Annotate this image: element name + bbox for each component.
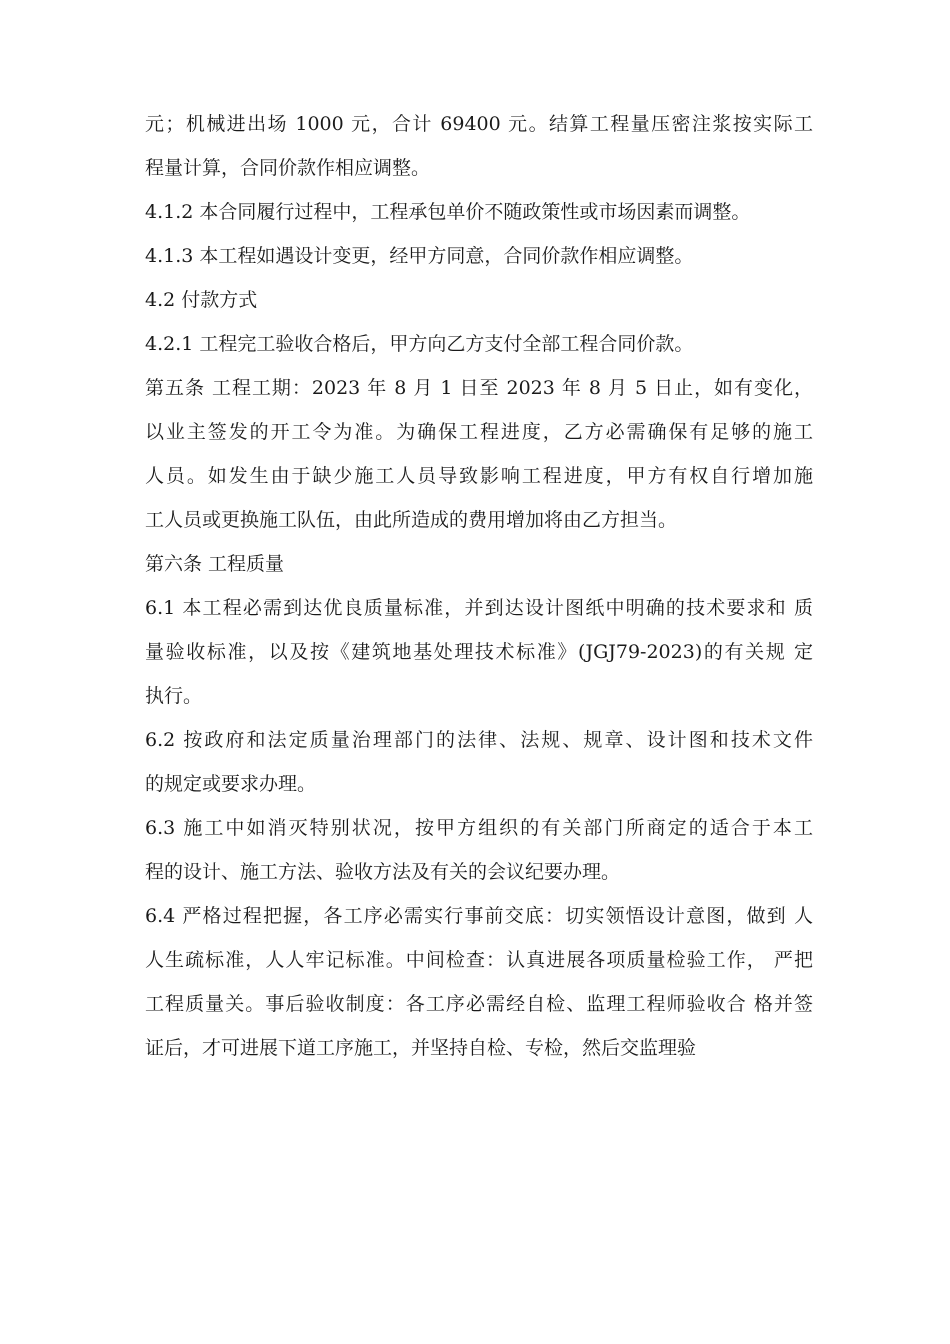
text-line: 执行。 [145,685,203,707]
text-line: 工程质量关。事后验收制度：各工序必需经自检、监理工程师验收合 格并签 [145,993,813,1015]
text-line: 6.2 按政府和法定质量治理部门的法律、法规、规章、设计图和技术文件 [145,729,813,751]
text-line: 4.1.2 本合同履行过程中，工程承包单价不随政策性或市场因素而调整。 [145,201,751,223]
text-line: 6.1 本工程必需到达优良质量标准，并到达设计图纸中明确的技术要求和 质 [145,597,813,619]
text-line: 6.4 严格过程把握，各工序必需实行事前交底：切实领悟设计意图，做到 人 [145,905,813,927]
text-line: 量验收标准，以及按《建筑地基处理技术标准》(JGJ79-2023)的有关规 定 [145,641,813,663]
text-line: 程的设计、施工方法、验收方法及有关的会议纪要办理。 [145,861,621,883]
text-line: 的规定或要求办理。 [145,773,317,795]
text-line: 人员。如发生由于缺少施工人员导致影响工程进度，甲方有权自行增加施 [145,465,813,487]
document-body [145,106,813,1066]
text-line: 6.3 施工中如消灭特别状况，按甲方组织的有关部门所商定的适合于本工 [145,817,813,839]
text-line: 程量计算，合同价款作相应调整。 [145,157,431,179]
text-line: 4.2 付款方式 [145,289,258,311]
text-line: 元；机械进出场 1000 元，合计 69400 元。结算工程量压密注浆按实际工 [145,113,813,135]
text-line: 第五条 工程工期：2023 年 8 月 1 日至 2023 年 8 月 5 日止，如有变化， [145,377,813,399]
text-line: 证后，才可进展下道工序施工，并坚持自检、专检，然后交监理验 [145,1037,697,1059]
text-line: 人生疏标准，人人牢记标准。中间检查：认真进展各项质量检验工作， 严把 [145,949,813,971]
text-line: 第六条 工程质量 [145,553,285,575]
text-line: 4.2.1 工程完工验收合格后，甲方向乙方支付全部工程合同价款。 [145,333,694,355]
text-line: 4.1.3 本工程如遇设计变更，经甲方同意，合同价款作相应调整。 [145,245,694,267]
text-line: 以业主签发的开工令为准。为确保工程进度，乙方必需确保有足够的施工 [145,421,813,443]
text-line: 工人员或更换施工队伍，由此所造成的费用增加将由乙方担当。 [145,509,678,531]
